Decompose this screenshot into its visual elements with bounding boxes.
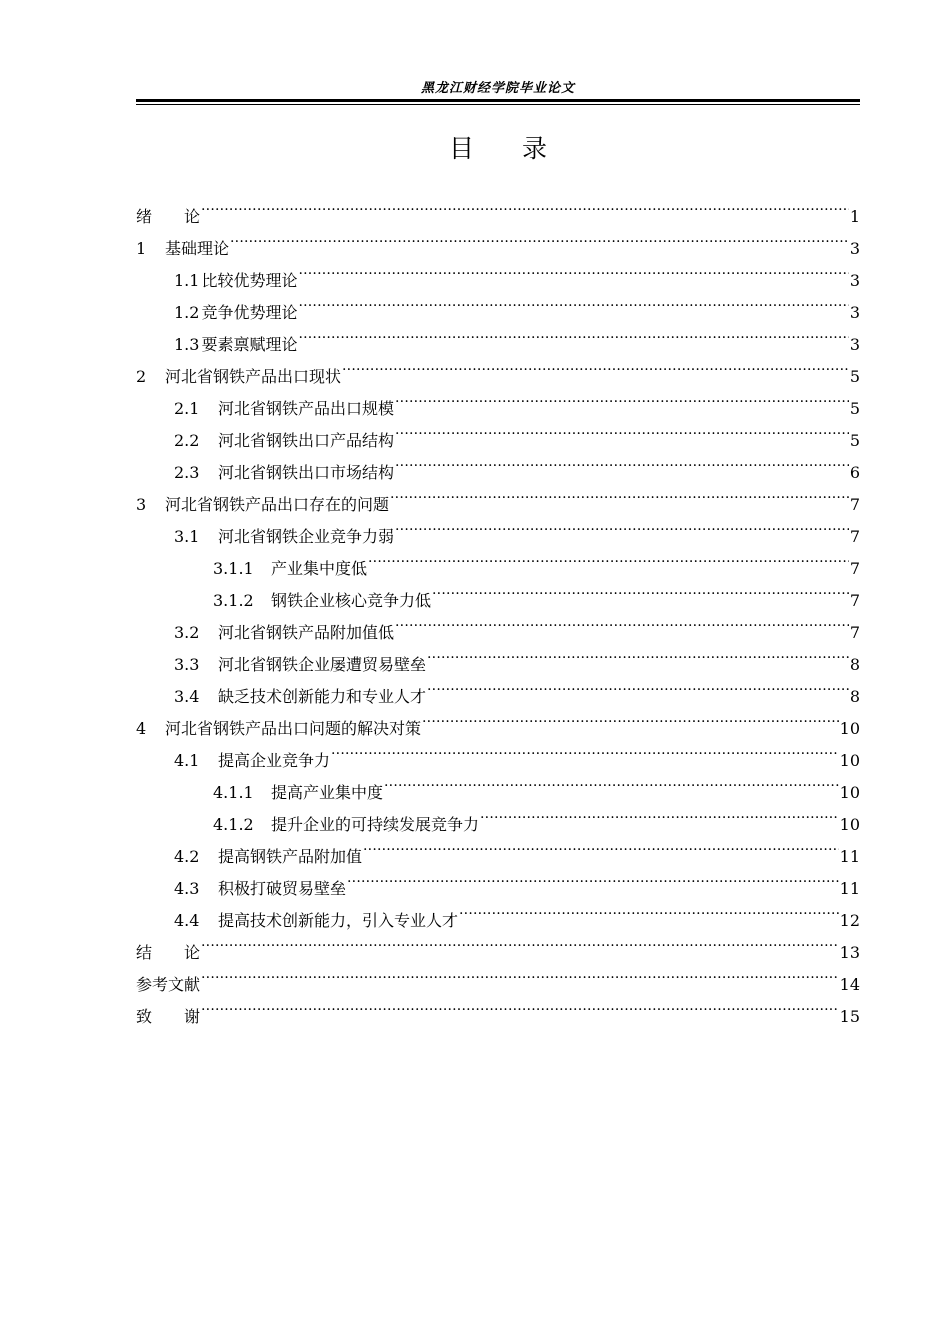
toc-dot-leader (363, 830, 839, 862)
toc-entry-number: 4.3 (174, 879, 200, 898)
toc-entry-title: 河北省钢铁产品出口现状 (165, 367, 342, 386)
toc-entry-number: 3.2 (174, 623, 200, 642)
toc-entry-page: 5 (849, 399, 860, 418)
toc-dot-leader (395, 414, 849, 446)
toc-dot-leader (368, 542, 849, 574)
toc-entry-number: 3.1.2 (213, 591, 254, 610)
toc-dot-leader (459, 894, 839, 926)
toc-dot-leader (395, 446, 849, 478)
toc-entry-number: 3.1.1 (213, 559, 254, 578)
toc-dot-leader (342, 350, 849, 382)
toc-dot-leader (201, 990, 839, 1022)
toc-entry-number: 1.3 (174, 335, 200, 354)
toc-entry-number: 1.2 (174, 303, 200, 322)
toc-entry-page: 8 (849, 655, 860, 674)
toc-dot-leader (427, 638, 849, 670)
toc-entry-number: 2.2 (174, 431, 200, 450)
toc-entry-number: 2 (136, 367, 147, 386)
toc-entry-number: 4 (136, 719, 147, 738)
toc-entry-page: 7 (849, 527, 860, 546)
toc-title-left: 目 (448, 134, 474, 163)
toc-dot-leader (298, 286, 848, 318)
toc-dot-leader (427, 670, 849, 702)
toc-entry-title: 绪 论 (136, 207, 201, 226)
toc-title-right: 录 (522, 134, 548, 163)
toc-entry-number: 1.1 (174, 271, 200, 290)
toc-entry-number: 4.1.2 (213, 815, 254, 834)
toc-entry-page: 3 (849, 335, 860, 354)
toc-entry-page: 5 (849, 431, 860, 450)
toc-dot-leader (395, 510, 849, 542)
toc-entry-page: 11 (839, 847, 860, 866)
toc-dot-leader (395, 606, 849, 638)
toc-entry-page: 3 (849, 271, 860, 290)
toc-entry-title: 钢铁企业核心竞争力低 (271, 591, 432, 610)
toc-entry-page: 7 (849, 591, 860, 610)
toc-entry-number: 3 (136, 495, 147, 514)
toc-entry-title: 提升企业的可持续发展竞争力 (271, 815, 480, 834)
toc-dot-leader (422, 702, 839, 734)
toc-entry-number: 2.3 (174, 463, 200, 482)
header-rule-thin (136, 104, 860, 105)
toc-entry-page: 11 (839, 879, 860, 898)
toc-entry-number: 4.1.1 (213, 783, 254, 802)
toc-entry-page: 7 (849, 495, 860, 514)
toc-entry-page: 15 (839, 1007, 860, 1026)
toc-dot-leader (298, 254, 848, 286)
toc-dot-leader (230, 222, 849, 254)
toc-entry-number: 4.4 (174, 911, 200, 930)
toc-entry-page: 10 (839, 815, 860, 834)
toc-entry-number: 4.1 (174, 751, 200, 770)
toc-entry-page: 7 (849, 559, 860, 578)
toc-entry-title: 缺乏技术创新能力和专业人才 (218, 687, 427, 706)
toc-entry-number: 1 (136, 239, 147, 258)
toc-entry-page: 13 (839, 943, 860, 962)
toc-entry-title: 竞争优势理论 (201, 303, 298, 322)
toc-entry-page: 10 (839, 783, 860, 802)
toc-entry-title: 河北省钢铁出口市场结构 (218, 463, 395, 482)
toc-entry[interactable] (136, 222, 860, 258)
toc-dot-leader (298, 318, 848, 350)
toc-entry-page: 10 (839, 719, 860, 738)
toc-entry-page: 5 (849, 367, 860, 386)
toc-entry-title: 结 论 (136, 943, 201, 962)
toc-dot-leader (331, 734, 839, 766)
toc-entry[interactable] (136, 990, 860, 1026)
toc-entry-number: 2.1 (174, 399, 200, 418)
toc-entry[interactable] (136, 926, 860, 962)
toc-entry-number: 3.3 (174, 655, 200, 674)
toc-entry-title: 河北省钢铁产品出口存在的问题 (165, 495, 390, 514)
toc-entry-title: 提高钢铁产品附加值 (218, 847, 363, 866)
toc-dot-leader (347, 862, 839, 894)
toc-list (136, 190, 860, 1026)
toc-entry-title: 提高产业集中度 (271, 783, 384, 802)
toc-entry-title: 致 谢 (136, 1007, 201, 1026)
toc-entry-title: 产业集中度低 (271, 559, 368, 578)
toc-dot-leader (201, 190, 849, 222)
toc-dot-leader (201, 958, 839, 990)
toc-entry-page: 10 (839, 751, 860, 770)
toc-entry-title: 河北省钢铁产品出口规模 (218, 399, 395, 418)
toc-entry-page: 6 (849, 463, 860, 482)
toc-entry-number: 3.4 (174, 687, 200, 706)
toc-entry-title: 河北省钢铁出口产品结构 (218, 431, 395, 450)
toc-entry-page: 1 (849, 207, 860, 226)
toc-entry-number: 4.2 (174, 847, 200, 866)
toc-dot-leader (432, 574, 849, 606)
toc-entry-page: 7 (849, 623, 860, 642)
header-rule-thick (136, 99, 860, 102)
toc-dot-leader (201, 926, 839, 958)
toc-entry-title: 积极打破贸易壁垒 (218, 879, 347, 898)
toc-entry-page: 8 (849, 687, 860, 706)
toc-dot-leader (480, 798, 839, 830)
toc-entry-title: 河北省钢铁企业竞争力弱 (218, 527, 395, 546)
toc-dot-leader (390, 478, 849, 510)
toc-entry-title: 提高企业竞争力 (218, 751, 331, 770)
toc-entry-page: 12 (839, 911, 860, 930)
toc-dot-leader (384, 766, 839, 798)
toc-title (136, 132, 860, 166)
toc-entry-title: 河北省钢铁产品附加值低 (218, 623, 395, 642)
toc-entry-number: 3.1 (174, 527, 200, 546)
toc-entry-page: 3 (849, 239, 860, 258)
toc-entry-title: 参考文献 (136, 975, 201, 994)
toc-entry-title: 河北省钢铁产品出口问题的解决对策 (165, 719, 422, 738)
running-header: 黑龙江财经学院毕业论文 (420, 81, 575, 96)
toc-entry[interactable] (136, 254, 860, 290)
toc-entry-title: 比较优势理论 (201, 271, 298, 290)
toc-entry-title: 河北省钢铁企业屡遭贸易壁垒 (218, 655, 427, 674)
toc-entry-page: 3 (849, 303, 860, 322)
toc-entry-page: 14 (839, 975, 860, 994)
toc-entry-title: 提高技术创新能力，引入专业人才 (218, 911, 459, 930)
toc-entry[interactable] (136, 958, 860, 994)
toc-entry-title: 要素禀赋理论 (201, 335, 298, 354)
toc-entry-title: 基础理论 (165, 239, 230, 258)
toc-entry[interactable] (136, 190, 860, 226)
toc-dot-leader (395, 382, 849, 414)
